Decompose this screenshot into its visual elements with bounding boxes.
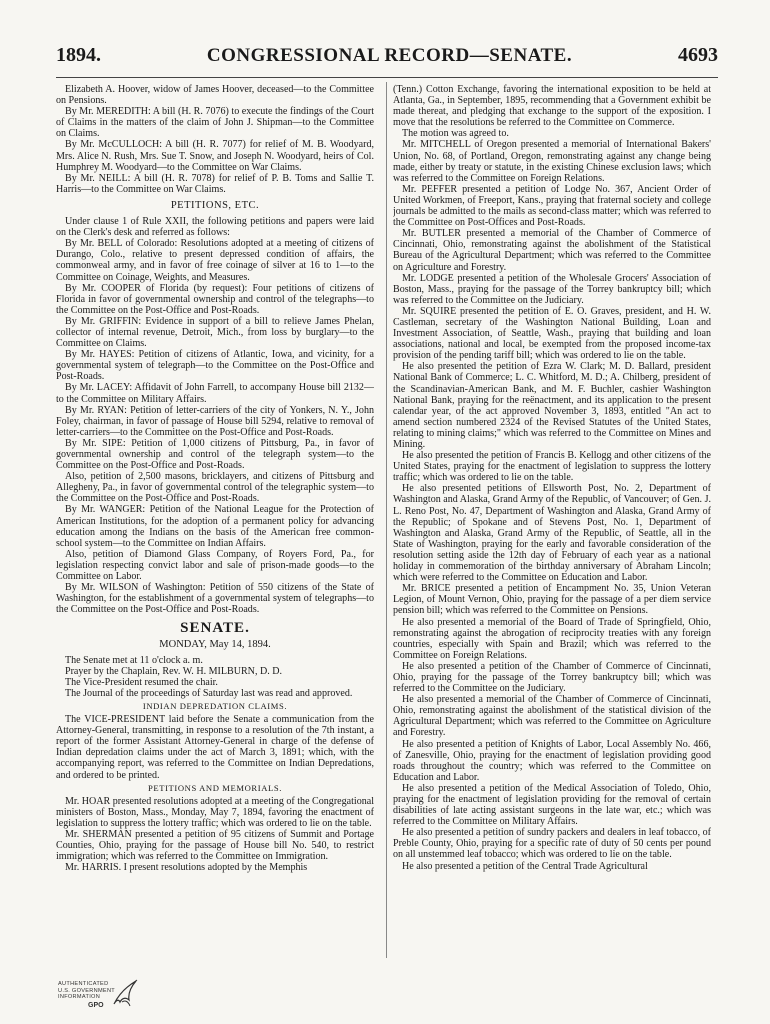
paragraph: By Mr. MEREDITH: A bill (H. R. 7076) to execute the findings of the Court of Claims in the matters of the claim of John J. Shipman—to the Committee on Claims. [56,106,374,140]
paragraph: (Tenn.) Cotton Exchange, favoring the international exposition to be held at Atlanta, Ga., in September, 1895, recommending that a Government exhibit be made thereat, and pledging that exchange to the support of the exposition. I move that the resolutions be referred to the Committee on Commerce. [393,84,711,129]
header-title: CONGRESSIONAL RECORD—SENATE. [206,45,573,66]
paragraph: Mr. BUTLER presented a memorial of the Chamber of Commerce of Cincinnati, Ohio, remonstrating against the abolishment of the Statistical Bureau of the Agricultural Department; which was referred to the Committee on Agriculture and Forestry. [393,228,711,273]
paragraph: Also, petition of 2,500 masons, bricklayers, and citizens of Pittsburg and Allegheny, Pa., in favor of governmental control of the telegraphic system—to the Committee on the Post-Office and Post-Roads. [56,471,374,505]
section-heading-memorials: PETITIONS AND MEMORIALS. [148,782,282,793]
paragraph: He also presented a memorial of the Board of Trade of Springfield, Ohio, remonstrating against the abrogation of reciprocity treaties with any foreign countries, especially with Spain and Brazil; which was referred to the Committee on Foreign Relations. [393,616,711,661]
logo-gpo: GPO [88,1002,104,1009]
logo-line: INFORMATION [58,994,101,1001]
column-divider [386,82,387,958]
paragraph: By Mr. GRIFFIN: Evidence in support of a bill to relieve James Phelan, collector of internal revenue, Detroit, Mich., from loss by burglary—to the Committee on Claims. [56,315,374,350]
paragraph: Mr. SHERMAN presented a petition of 95 citizens of Summit and Portage Counties, Ohio, praying for the passage of House bill No. 540, to restrict immigration; which was referred to the Committee on Immigration. [56,829,374,863]
eagle-icon [110,978,140,1010]
paragraph: By Mr. BELL of Colorado: Resolutions adopted at a meeting of citizens of Durango, Colo., relative to present depressed condition of affairs, the commonweal army, and in favor of free coinage of silver at 16 to 1—to the Committee on Coinage, Weights, and Measures. [56,238,374,283]
paragraph: The Senate met at 11 o'clock a. m. [65,654,203,666]
paragraph: He also presented petitions of Ellsworth Post, No. 2, Department of Washington and Alaska, Grand Army of the Republic, of Vancouver; of Gen. J. L. Reno Post, No. 47, Department of Washington and Alaska, Grand Army of the Republic; of Spokane and of Stevens Post, No. 1, Department of Washington and Alaska, Grand Army of the Republic, of Seattle, all in the State of Washington, praying for the early and favorable consideration of the resolution setting aside the 12th day of February of each year as a national holiday in commemoration of the birthday anniversary of Abraham Lincoln; which were referred to the Committee on Education and Labor. [393,483,711,584]
paragraph: Prayer by the Chaplain, Rev. W. H. MILBURN, D. D. [65,665,283,677]
paragraph: Elizabeth A. Hoover, widow of James Hoover, deceased—to the Committee on Pensions. [56,84,374,107]
paragraph: By Mr. McCULLOCH: A bill (H. R. 7077) for relief of M. B. Woodyard, Mrs. Alice N. Rush, Mrs. Sue T. Snow, and Joseph N. Woodyard, heirs of Col. Humphrey M. Woodyard—to the Committee on War Claims. [56,139,374,173]
header-year: 1894. [56,44,101,66]
logo-line: AUTHENTICATED [58,981,109,987]
senate-title: SENATE. [180,620,250,637]
paragraph: He also presented a memorial of the Chamber of Commerce of Cincinnati, Ohio, remonstrating against the abolishment of the statistical division of the Agricultural Department; which was referred to the Committee on Agriculture and Forestry. [393,694,711,739]
paragraph: Mr. LODGE presented a petition of the Wholesale Grocers' Association of Boston, Mass., praying for the passage of the Torrey bankruptcy bill; which was referred to the Committee on the Judiciary. [393,272,711,306]
paragraph: He also presented the petition of Francis B. Kellogg and other citizens of the United States, praying for the enactment of legislation to suppress the lottery traffic; which was ordered to lie on the table. [393,450,711,484]
header-rule [56,77,718,78]
paragraph: Under clause 1 of Rule XXII, the following petitions and papers were laid on the Clerk's desk and referred as follows: [56,216,374,239]
paragraph: Mr. MITCHELL of Oregon presented a memorial of International Bakers' Union, No. 68, of Portland, Oregon, remonstrating against any change being made, either by treaty or statute, in the existing Chinese exclusion laws; which was referred to the Committee on Foreign Relations. [393,139,711,184]
paragraph: Also, petition of Diamond Glass Company, of Royers Ford, Pa., for legislation respecting convict labor and sale of prison-made goods—to the Committee on Labor. [56,548,374,583]
paragraph: The motion was agreed to. [402,128,509,140]
paragraph: He also presented a petition of the Central Trade Agricultural [402,860,648,872]
paragraph: He also presented a petition of sundry packers and dealers in leaf tobacco, of Preble County, Ohio, praying for a specific rate of duty of 50 cents per pound on all unstemmed leaf tobacco; which was ordered to lie on the table. [393,827,711,861]
logo-text [58,981,115,1001]
paragraph: The VICE-PRESIDENT laid before the Senate a communication from the Attorney-General, transmitting, in response to a resolution of the 7th instant, a report of the former Assistant Attorney-General in charge of the defense of Indian depredation claims under the act of March 3, 1891; which, with the accompanying report, was referred to the Committee on Indian Depredations, and ordered to be printed. [56,714,374,781]
paragraph: By Mr. LACEY: Affidavit of John Farrell, to accompany House bill 2132—to the Committee on Military Affairs. [56,382,374,405]
paragraph: By Mr. WANGER: Petition of the National League for the Protection of American Institutions, for the adoption of a permanent policy for advancing education among the Indians on the basis of the American free common-school system—to the Committee on Indian Affairs. [56,504,374,549]
gpo-authentication-logo [58,978,148,1014]
paragraph: He also presented the petition of Ezra W. Clark; M. D. Ballard, president National Bank of Commerce; L. C. Whitford, M. D.; A. Chilberg, president of the Scandinavian-American Bank, and M. F. Buchler, cashier Washington National Bank, praying for the reënactment, and its application to the present calendar year, of the act approved November 3, 1893, entitled "An act to amend section numbered 2324 of the Revised Statutes of the United States, relating to mining claims;" which was referred to the Committee on Mines and Mining. [393,361,711,450]
page-header [56,44,718,74]
header-page-number: 4693 [677,44,718,66]
paragraph: By Mr. HAYES: Petition of citizens of Atlantic, Iowa, and vicinity, for a governmental system of telegraph—to the Committee on the Post-Office and Post-Roads. [56,349,374,383]
paragraph: By Mr. NEILL: A bill (H. R. 7078) for relief of P. B. Toms and Sallie T. Harris—to the Committee on War Claims. [56,172,374,195]
paragraph: Mr. HOAR presented resolutions adopted at a meeting of the Congregational ministers of Boston, Mass., Monday, May 7, 1894, favoring the enactment of legislation to suppress the lottery traffic; which was ordered to lie on the table. [56,795,374,829]
paragraph: By Mr. SIPE: Petition of 1,000 citizens of Pittsburg, Pa., in favor of governmental ownership and control of the telegraph system—to the Committee on the Post-Office and Post-Roads. [56,437,374,472]
paragraph: He also presented a petition of the Medical Association of Toledo, Ohio, praying for the enactment of legislation providing for the removal of certain disabilities of late acting assistant surgeons in the late war, etc.; which was referred to the Committee on Military Affairs. [393,782,711,828]
paragraph: By Mr. RYAN: Petition of letter-carriers of the city of Yonkers, N. Y., John Foley, chairman, in favor of passage of House bill 5294, relative to removal of letter-carriers—to the Committee on the Post-Office and Post-Roads. [56,404,374,438]
right-column [393,84,711,964]
paragraph: Mr. PEFFER presented a petition of Lodge No. 367, Ancient Order of United Workmen, of Freeport, Kans., praying that fraternal society and college journals be admitted to the mails as second-class matter; which was referred to the Committee on Post-Offices and Post-Roads. [393,183,711,229]
paragraph: He also presented a petition of the Chamber of Commerce of Cincinnati, Ohio, praying for the passage of the Torrey bankruptcy bill; which was referred to the Committee on the Judiciary. [393,660,711,695]
paragraph: Mr. HARRIS. I present resolutions adopted by the Memphis [65,862,308,874]
section-heading-petitions: PETITIONS, ETC. [170,199,260,211]
paragraph: By Mr. COOPER of Florida (by request): Four petitions of citizens of Florida in favor of governmental ownership and control of the telegraphs—to the Committee on the Post-Office and Post-Roads. [56,282,374,316]
paragraph: By Mr. WILSON of Washington: Petition of 550 citizens of the State of Washington, for the establishment of a governmental system of telegraphs—to the Committee on the Post-Office and Post-Roads. [56,582,374,616]
senate-date: MONDAY, May 14, 1894. [159,638,271,650]
paragraph: Mr. SQUIRE presented the petition of E. O. Graves, president, and H. W. Castleman, secretary of the Washington National Building, Loan and Investment Association, of Seattle, Wash., praying that building and loan associations, national and local, be exempted from the proposed income-tax provision of the pending tariff bill; which was ordered to lie on the table. [393,305,711,362]
section-heading-indian-claims: INDIAN DEPREDATION CLAIMS. [142,700,288,711]
logo-line: U.S. GOVERNMENT [58,987,116,994]
paragraph: Mr. BRICE presented a petition of Encampment No. 35, Union Veteran Legion, of Mount Vernon, Ohio, praying for the passage of a per diem service pension bill; which was referred to the Committee on Pensions. [393,583,711,617]
paragraph: The Vice-President resumed the chair. [65,676,218,688]
paragraph: The Journal of the proceedings of Saturday last was read and approved. [65,687,353,699]
paragraph: He also presented a petition of Knights of Labor, Local Assembly No. 466, of Zanesville, Ohio, praying for the enactment of legislation providing good roads throughout the country; which was referred to the Committee on Education and Labor. [393,738,711,783]
left-column [56,84,374,974]
